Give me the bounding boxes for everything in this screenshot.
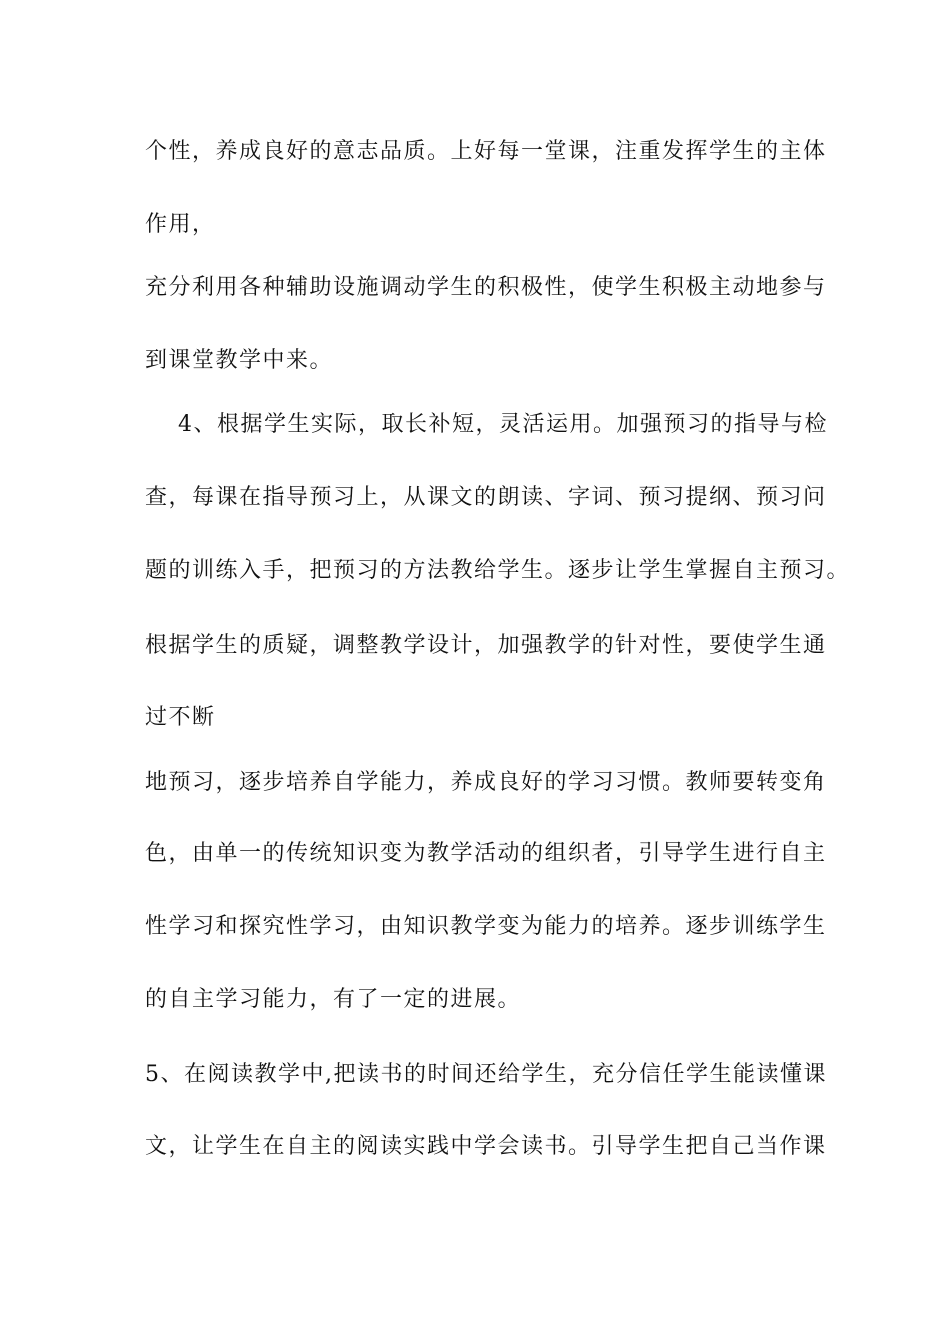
text-line: 5、在阅读教学中,把读书的时间还给学生，充分信任学生能读懂课: [145, 1062, 827, 1087]
text-line: 4、根据学生实际，取长补短，灵活运用。加强预习的指导与检: [178, 412, 828, 437]
text-line: 文，让学生在自主的阅读实践中学会读书。引导学生把自己当作课: [145, 1134, 827, 1159]
text-line: 根据学生的质疑，调整教学设计，加强教学的针对性，要使学生通: [145, 633, 827, 658]
text-line: 作用，: [145, 212, 216, 237]
text-line: 题的训练入手，把预习的方法教给学生。逐步让学生掌握自主预习。: [145, 558, 851, 583]
text-line: 性学习和探究性学习，由知识教学变为能力的培养。逐步训练学生: [145, 914, 827, 939]
text-line: 到课堂教学中来。: [145, 348, 334, 373]
text-line: 色，由单一的传统知识变为教学活动的组织者，引导学生进行自主: [145, 841, 827, 866]
text-line: 个性，养成良好的意志品质。上好每一堂课，注重发挥学生的主体: [145, 139, 827, 164]
text-line: 过不断: [145, 705, 216, 730]
text-line: 地预习，逐步培养自学能力，养成良好的学习习惯。教师要转变角: [145, 770, 827, 795]
text-line: 充分利用各种辅助设施调动学生的积极性，使学生积极主动地参与: [145, 275, 827, 300]
text-line: 查，每课在指导预习上，从课文的朗读、字词、预习提纲、预习问: [145, 485, 827, 510]
text-line: 的自主学习能力，有了一定的进展。: [145, 987, 522, 1012]
